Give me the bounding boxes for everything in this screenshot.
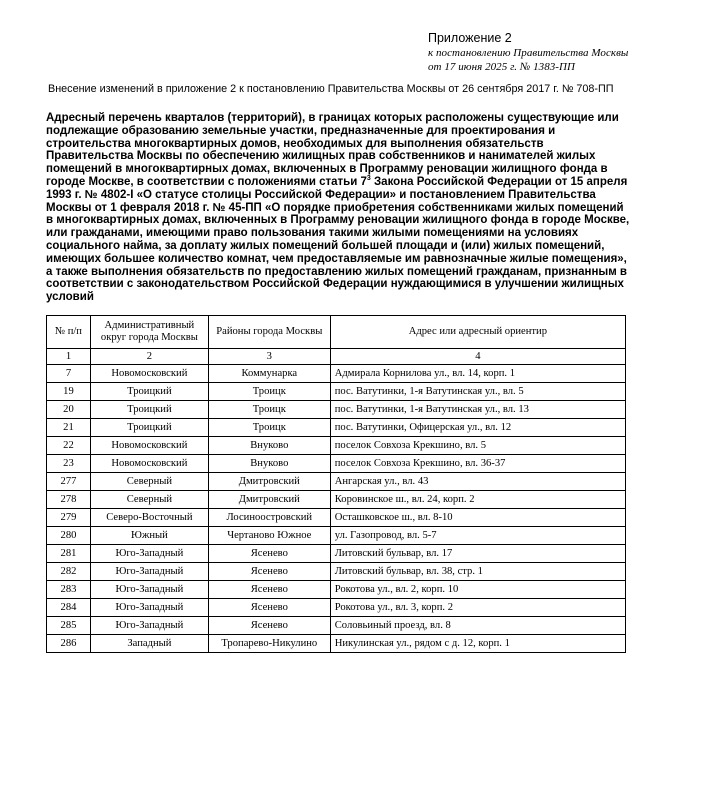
- table-row: [47, 473, 626, 491]
- table-row: [47, 401, 626, 419]
- row-number: 278: [47, 491, 91, 509]
- row-area: Ясенево: [208, 599, 330, 617]
- row-address: Соловьиный проезд, вл. 8: [330, 617, 625, 635]
- heading-text-part2: Закона Российской Федерации от 15 апреля 1993 г. № 4802-I «О статусе столицы Российской Федерации» и постановлением Правительства Москвы от 1 февраля 2018 г. № 45-ПП «О порядке приобретения собственниками жилых помещений в многоквартирных домах, включенных в Программу реновации жилищного фонда в городе Москве, или гражданами, имеющими право пользования такими жилыми помещениями на условиях социального найма, за доплату жилых помещений большей площади и (или) жилых помещений, имеющих большее количество комнат, чем предоставляемые им равнозначные жилые помещения», а также выполнения обязательств по предоставлению жилых помещений гражданам, признанным в соответствии с законодательством Российской Федерации нуждающимися в улучшении жилищных условий: [46, 175, 630, 304]
- heading-superscript: 3: [366, 175, 371, 183]
- row-address: пос. Ватутинки, Офицерская ул., вл. 12: [330, 419, 625, 437]
- table-row: [47, 599, 626, 617]
- table-row: [47, 617, 626, 635]
- row-number: 284: [47, 599, 91, 617]
- heading-text-part1: Адресный перечень кварталов (территорий), в границах которых расположены существующие или подлежащие образованию земельные участки, предназначенные для проектирования и строительства многоквартирных домов, необходимых для выполнения обязательств Правительства Москвы по обеспечению жилищных прав собственников и нанимателей жилых помещений в многоквартирных домах, включенных в Программу реновации жилищного фонда в городе Москве, в соответствии с положениями статьи 7: [46, 112, 619, 188]
- row-address: Ангарская ул., вл. 43: [330, 473, 625, 491]
- table-row: [47, 437, 626, 455]
- table-row: [47, 545, 626, 563]
- row-address: пос. Ватутинки, 1-я Ватутинская ул., вл. 5: [330, 383, 625, 401]
- row-number: 19: [47, 383, 91, 401]
- row-area: Дмитровский: [208, 473, 330, 491]
- row-area: Ясенево: [208, 581, 330, 599]
- row-district: Юго-Западный: [90, 581, 208, 599]
- appendix-header: [428, 30, 688, 74]
- table-row: [47, 635, 626, 653]
- row-area: Чертаново Южное: [208, 527, 330, 545]
- row-address: поселок Совхоза Крекшино, вл. 36-37: [330, 455, 625, 473]
- header-area: Районы города Москвы: [208, 316, 330, 349]
- table-row: [47, 509, 626, 527]
- row-district: Троицкий: [90, 383, 208, 401]
- table-row: [47, 527, 626, 545]
- appendix-resolution-line: к постановлению Правительства Москвы: [428, 47, 629, 59]
- row-area: Лосиноостровский: [208, 509, 330, 527]
- column-number: 4: [330, 349, 625, 365]
- table-header-row: [47, 316, 626, 349]
- row-address: пос. Ватутинки, 1-я Ватутинская ул., вл. 13: [330, 401, 625, 419]
- row-area: Внуково: [208, 437, 330, 455]
- row-address: Коровинское ш., вл. 24, корп. 2: [330, 491, 625, 509]
- row-number: 21: [47, 419, 91, 437]
- row-area: Внуково: [208, 455, 330, 473]
- appendix-title: Приложение 2: [428, 31, 512, 45]
- row-district: Троицкий: [90, 419, 208, 437]
- row-district: Троицкий: [90, 401, 208, 419]
- row-area: Ясенево: [208, 617, 330, 635]
- row-district: Северный: [90, 491, 208, 509]
- row-address: Рокотова ул., вл. 2, корп. 10: [330, 581, 625, 599]
- row-number: 279: [47, 509, 91, 527]
- row-number: 282: [47, 563, 91, 581]
- row-address: Адмирала Корнилова ул., вл. 14, корп. 1: [330, 365, 625, 383]
- header-number: № п/п: [47, 316, 91, 349]
- table-row: [47, 491, 626, 509]
- row-number: 7: [47, 365, 91, 383]
- row-district: Западный: [90, 635, 208, 653]
- row-number: 281: [47, 545, 91, 563]
- row-area: Дмитровский: [208, 491, 330, 509]
- row-district: Юго-Западный: [90, 599, 208, 617]
- amendment-note: Внесение изменений в приложение 2 к постановлению Правительства Москвы от 26 сентября 2017 г. № 708-ПП: [48, 83, 614, 95]
- row-district: Юго-Западный: [90, 617, 208, 635]
- row-area: Коммунарка: [208, 365, 330, 383]
- row-address: Литовский бульвар, вл. 38, стр. 1: [330, 563, 625, 581]
- table-row: [47, 563, 626, 581]
- row-address: Рокотова ул., вл. 3, корп. 2: [330, 599, 625, 617]
- row-number: 20: [47, 401, 91, 419]
- header-district: Административный округ города Москвы: [90, 316, 208, 349]
- table-row: [47, 419, 626, 437]
- document-heading: [46, 112, 630, 304]
- row-district: Северный: [90, 473, 208, 491]
- row-area: Троицк: [208, 419, 330, 437]
- row-area: Троицк: [208, 401, 330, 419]
- row-district: Юго-Западный: [90, 545, 208, 563]
- row-number: 277: [47, 473, 91, 491]
- table-row: [47, 455, 626, 473]
- address-table: [46, 315, 626, 653]
- table-row: [47, 581, 626, 599]
- row-number: 23: [47, 455, 91, 473]
- row-number: 285: [47, 617, 91, 635]
- appendix-date-line: от 17 июня 2025 г. № 1383-ПП: [428, 61, 575, 73]
- column-number-row: [47, 349, 626, 365]
- row-district: Новомосковский: [90, 365, 208, 383]
- row-address: Никулинская ул., рядом с д. 12, корп. 1: [330, 635, 625, 653]
- header-address: Адрес или адресный ориентир: [330, 316, 625, 349]
- table-row: [47, 383, 626, 401]
- column-number: 1: [47, 349, 91, 365]
- table-row: [47, 365, 626, 383]
- row-district: Юго-Западный: [90, 563, 208, 581]
- row-address: поселок Совхоза Крекшино, вл. 5: [330, 437, 625, 455]
- row-area: Ясенево: [208, 545, 330, 563]
- table-body: [47, 365, 626, 653]
- row-area: Ясенево: [208, 563, 330, 581]
- row-address: Осташковское ш., вл. 8-10: [330, 509, 625, 527]
- column-number: 3: [208, 349, 330, 365]
- row-district: Южный: [90, 527, 208, 545]
- row-number: 283: [47, 581, 91, 599]
- row-district: Новомосковский: [90, 437, 208, 455]
- row-district: Северо-Восточный: [90, 509, 208, 527]
- row-area: Троицк: [208, 383, 330, 401]
- row-district: Новомосковский: [90, 455, 208, 473]
- row-address: ул. Газопровод, вл. 5-7: [330, 527, 625, 545]
- row-number: 22: [47, 437, 91, 455]
- row-area: Тропарево-Никулино: [208, 635, 330, 653]
- row-address: Литовский бульвар, вл. 17: [330, 545, 625, 563]
- column-number: 2: [90, 349, 208, 365]
- row-number: 280: [47, 527, 91, 545]
- row-number: 286: [47, 635, 91, 653]
